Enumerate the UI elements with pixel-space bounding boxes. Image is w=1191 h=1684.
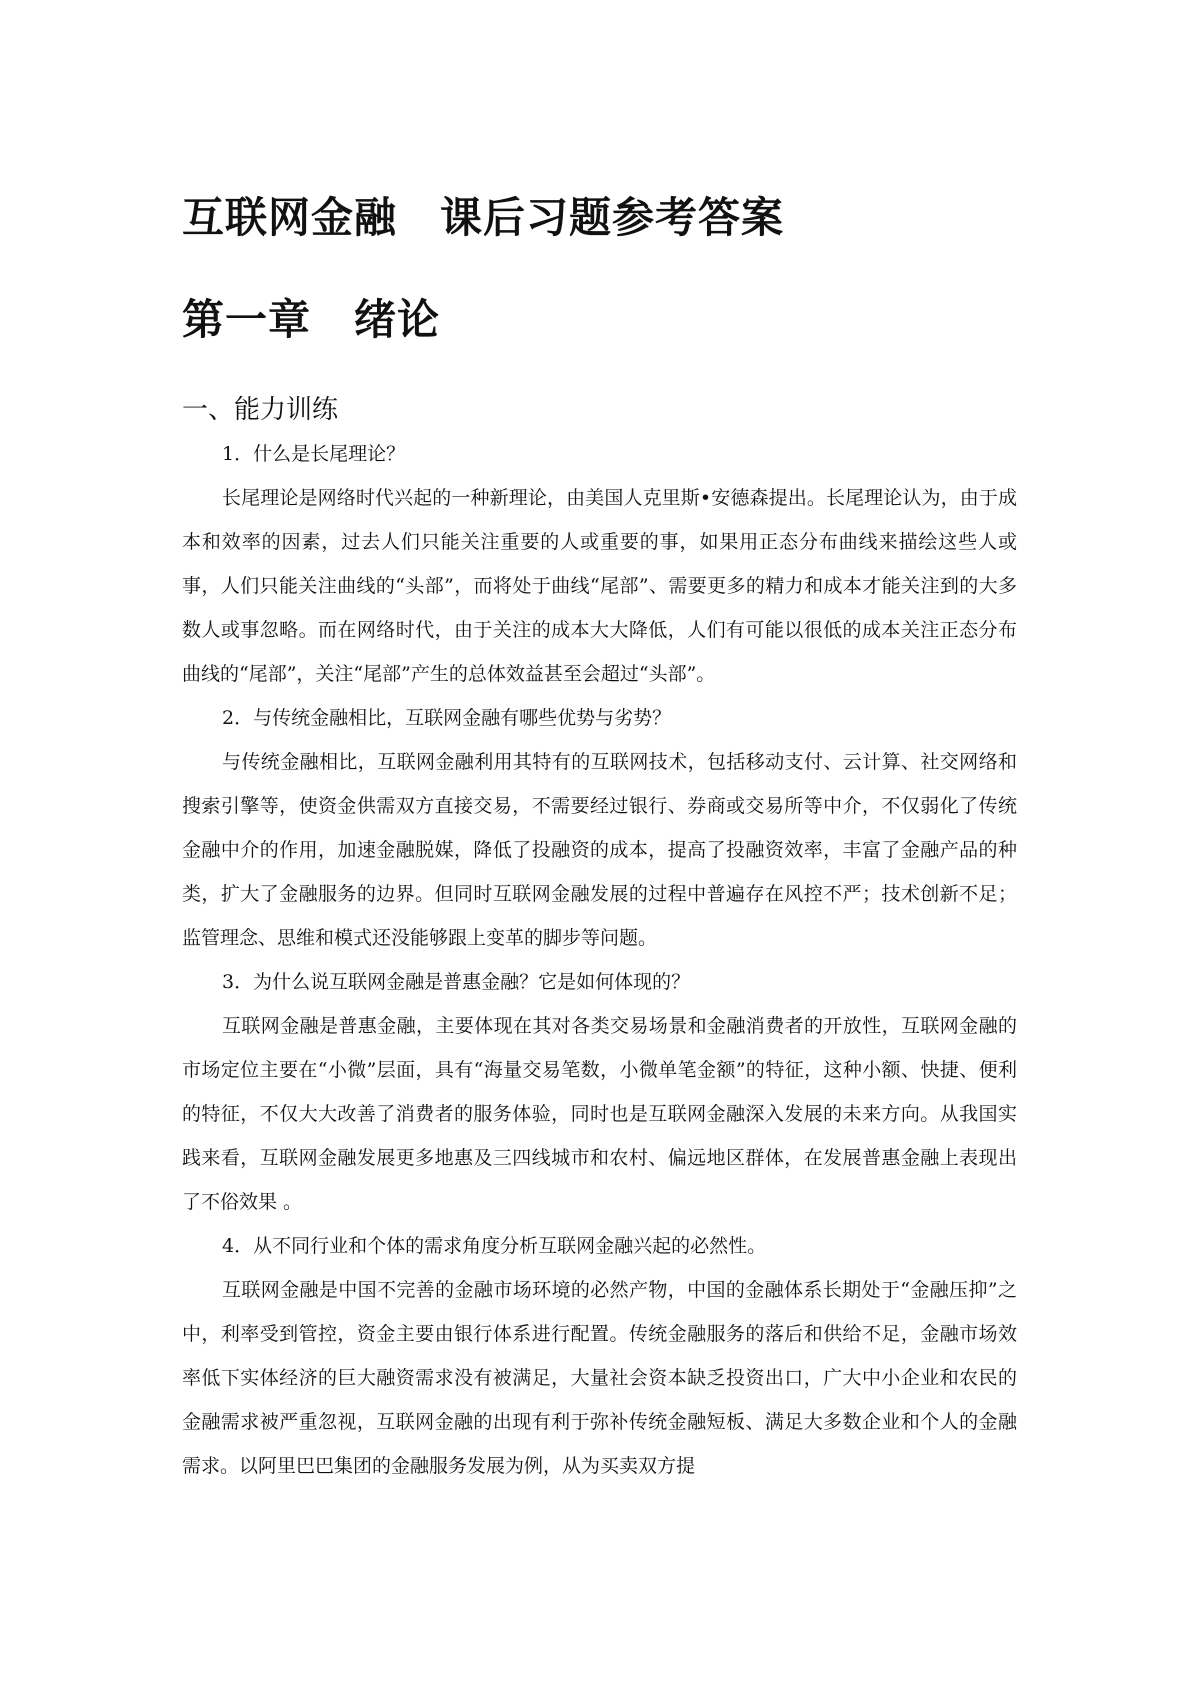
question-2: 2．与传统金融相比，互联网金融有哪些优势与劣势？ (222, 707, 672, 729)
chapter-title: 第一章 绪论 (182, 295, 441, 344)
section-title: 一、能力训练 (182, 395, 339, 425)
question-1: 1．什么是长尾理论？ (222, 443, 406, 465)
document-title: 互联网金融 课后习题参考答案 (182, 193, 785, 242)
answer-3: 互联网金融是普惠金融，主要体现在其对各类交易场景和金融消费者的开放性，互联网金融的市场定位主要在“小微”层面，具有“海量交易笔数，小微单笔金额”的特征，这种小额、快捷、便利的特征，不仅大大改善了消费者的服务体验，同时也是互联网金融深入发展的未来方向。从我国实践来看，互联网金融发展更多地惠及三四线城市和农村、偏远地区群体，在发展普惠金融上表现出了不俗效果 。 (182, 1015, 1017, 1213)
answer-4: 互联网金融是中国不完善的金融市场环境的必然产物，中国的金融体系长期处于“金融压抑”之中，利率受到管控，资金主要由银行体系进行配置。传统金融服务的落后和供给不足，金融市场效率低下实体经济的巨大融资需求没有被满足，大量社会资本缺乏投资出口，广大中小企业和农民的金融需求被严重忽视，互联网金融的出现有利于弥补传统金融短板、满足大多数企业和个人的金融需求。以阿里巴巴集团的金融服务发展为例，从为买卖双方提 (182, 1279, 1017, 1477)
question-4: 4．从不同行业和个体的需求角度分析互联网金融兴起的必然性。 (222, 1235, 767, 1257)
document-content (182, 190, 1017, 1488)
answer-1: 长尾理论是网络时代兴起的一种新理论，由美国人克里斯•安德森提出。长尾理论认为，由于成本和效率的因素，过去人们只能关注重要的人或重要的事，如果用正态分布曲线来描绘这些人或事，人们只能关注曲线的“头部”，而将处于曲线“尾部”、需要更多的精力和成本才能关注到的大多数人或事忽略。而在网络时代，由于关注的成本大大降低，人们有可能以很低的成本关注正态分布曲线的“尾部”，关注“尾部”产生的总体效益甚至会超过“头部”。 (182, 487, 1017, 685)
question-3: 3．为什么说互联网金融是普惠金融？它是如何体现的？ (222, 971, 691, 993)
answer-2: 与传统金融相比，互联网金融利用其特有的互联网技术，包括移动支付、云计算、社交网络和搜索引擎等，使资金供需双方直接交易，不需要经过银行、券商或交易所等中介，不仅弱化了传统金融中介的作用，加速金融脱媒，降低了投融资的成本，提高了投融资效率，丰富了金融产品的种类，扩大了金融服务的边界。但同时互联网金融发展的过程中普遍存在风控不严；技术创新不足；监管理念、思维和模式还没能够跟上变革的脚步等问题。 (182, 751, 1017, 949)
